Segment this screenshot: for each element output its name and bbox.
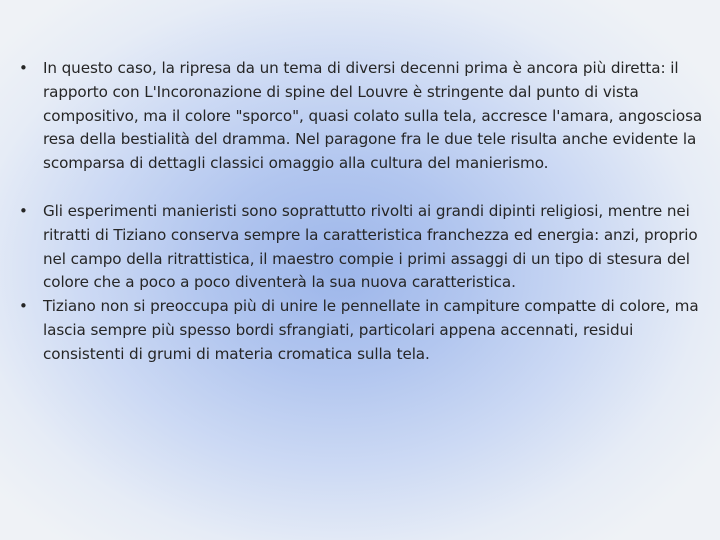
bullet-icon: • (19, 297, 28, 316)
bullet-item-2 (0, 200, 720, 295)
bullet-text-1: In questo caso, la ripresa da un tema di diversi decenni prima è ancora più diretta: il rapporto con L'Incoronazione di spine del Louvre è stringente dal punto di vista compositivo, ma il colore "sporco", quasi colato sulla tela, accresce l'amara, angosciosa resa della bestialità del dramma. Nel paragone fra le due tele risulta anche evidente la scomparsa di dettagli classici omaggio alla cultura del manierismo. (43, 59, 703, 173)
bullet-list (0, 57, 720, 367)
bullet-text-2: Gli esperimenti manieristi sono soprattutto rivolti ai grandi dipinti religiosi, mentre nei ritratti di Tiziano conserva sempre la caratteristica franchezza ed energia: anzi, proprio nel campo della ritrattistica, il maestro compie i primi assaggi di un tipo di stesura del colore che a poco a poco diventerà la sua nuova caratteristica. (43, 201, 698, 292)
bullet-item-3 (0, 295, 720, 366)
bullet-item-1 (0, 57, 720, 176)
bullet-text-3: Tiziano non si preoccupa più di unire le pennellate in campiture compatte di colore, ma lascia sempre più spesso bordi sfrangiati, particolari appena accennati, residui consistenti di grumi di materia cromatica sulla tela. (43, 297, 699, 363)
bullet-icon: • (19, 59, 28, 77)
bullet-icon: • (19, 201, 28, 220)
